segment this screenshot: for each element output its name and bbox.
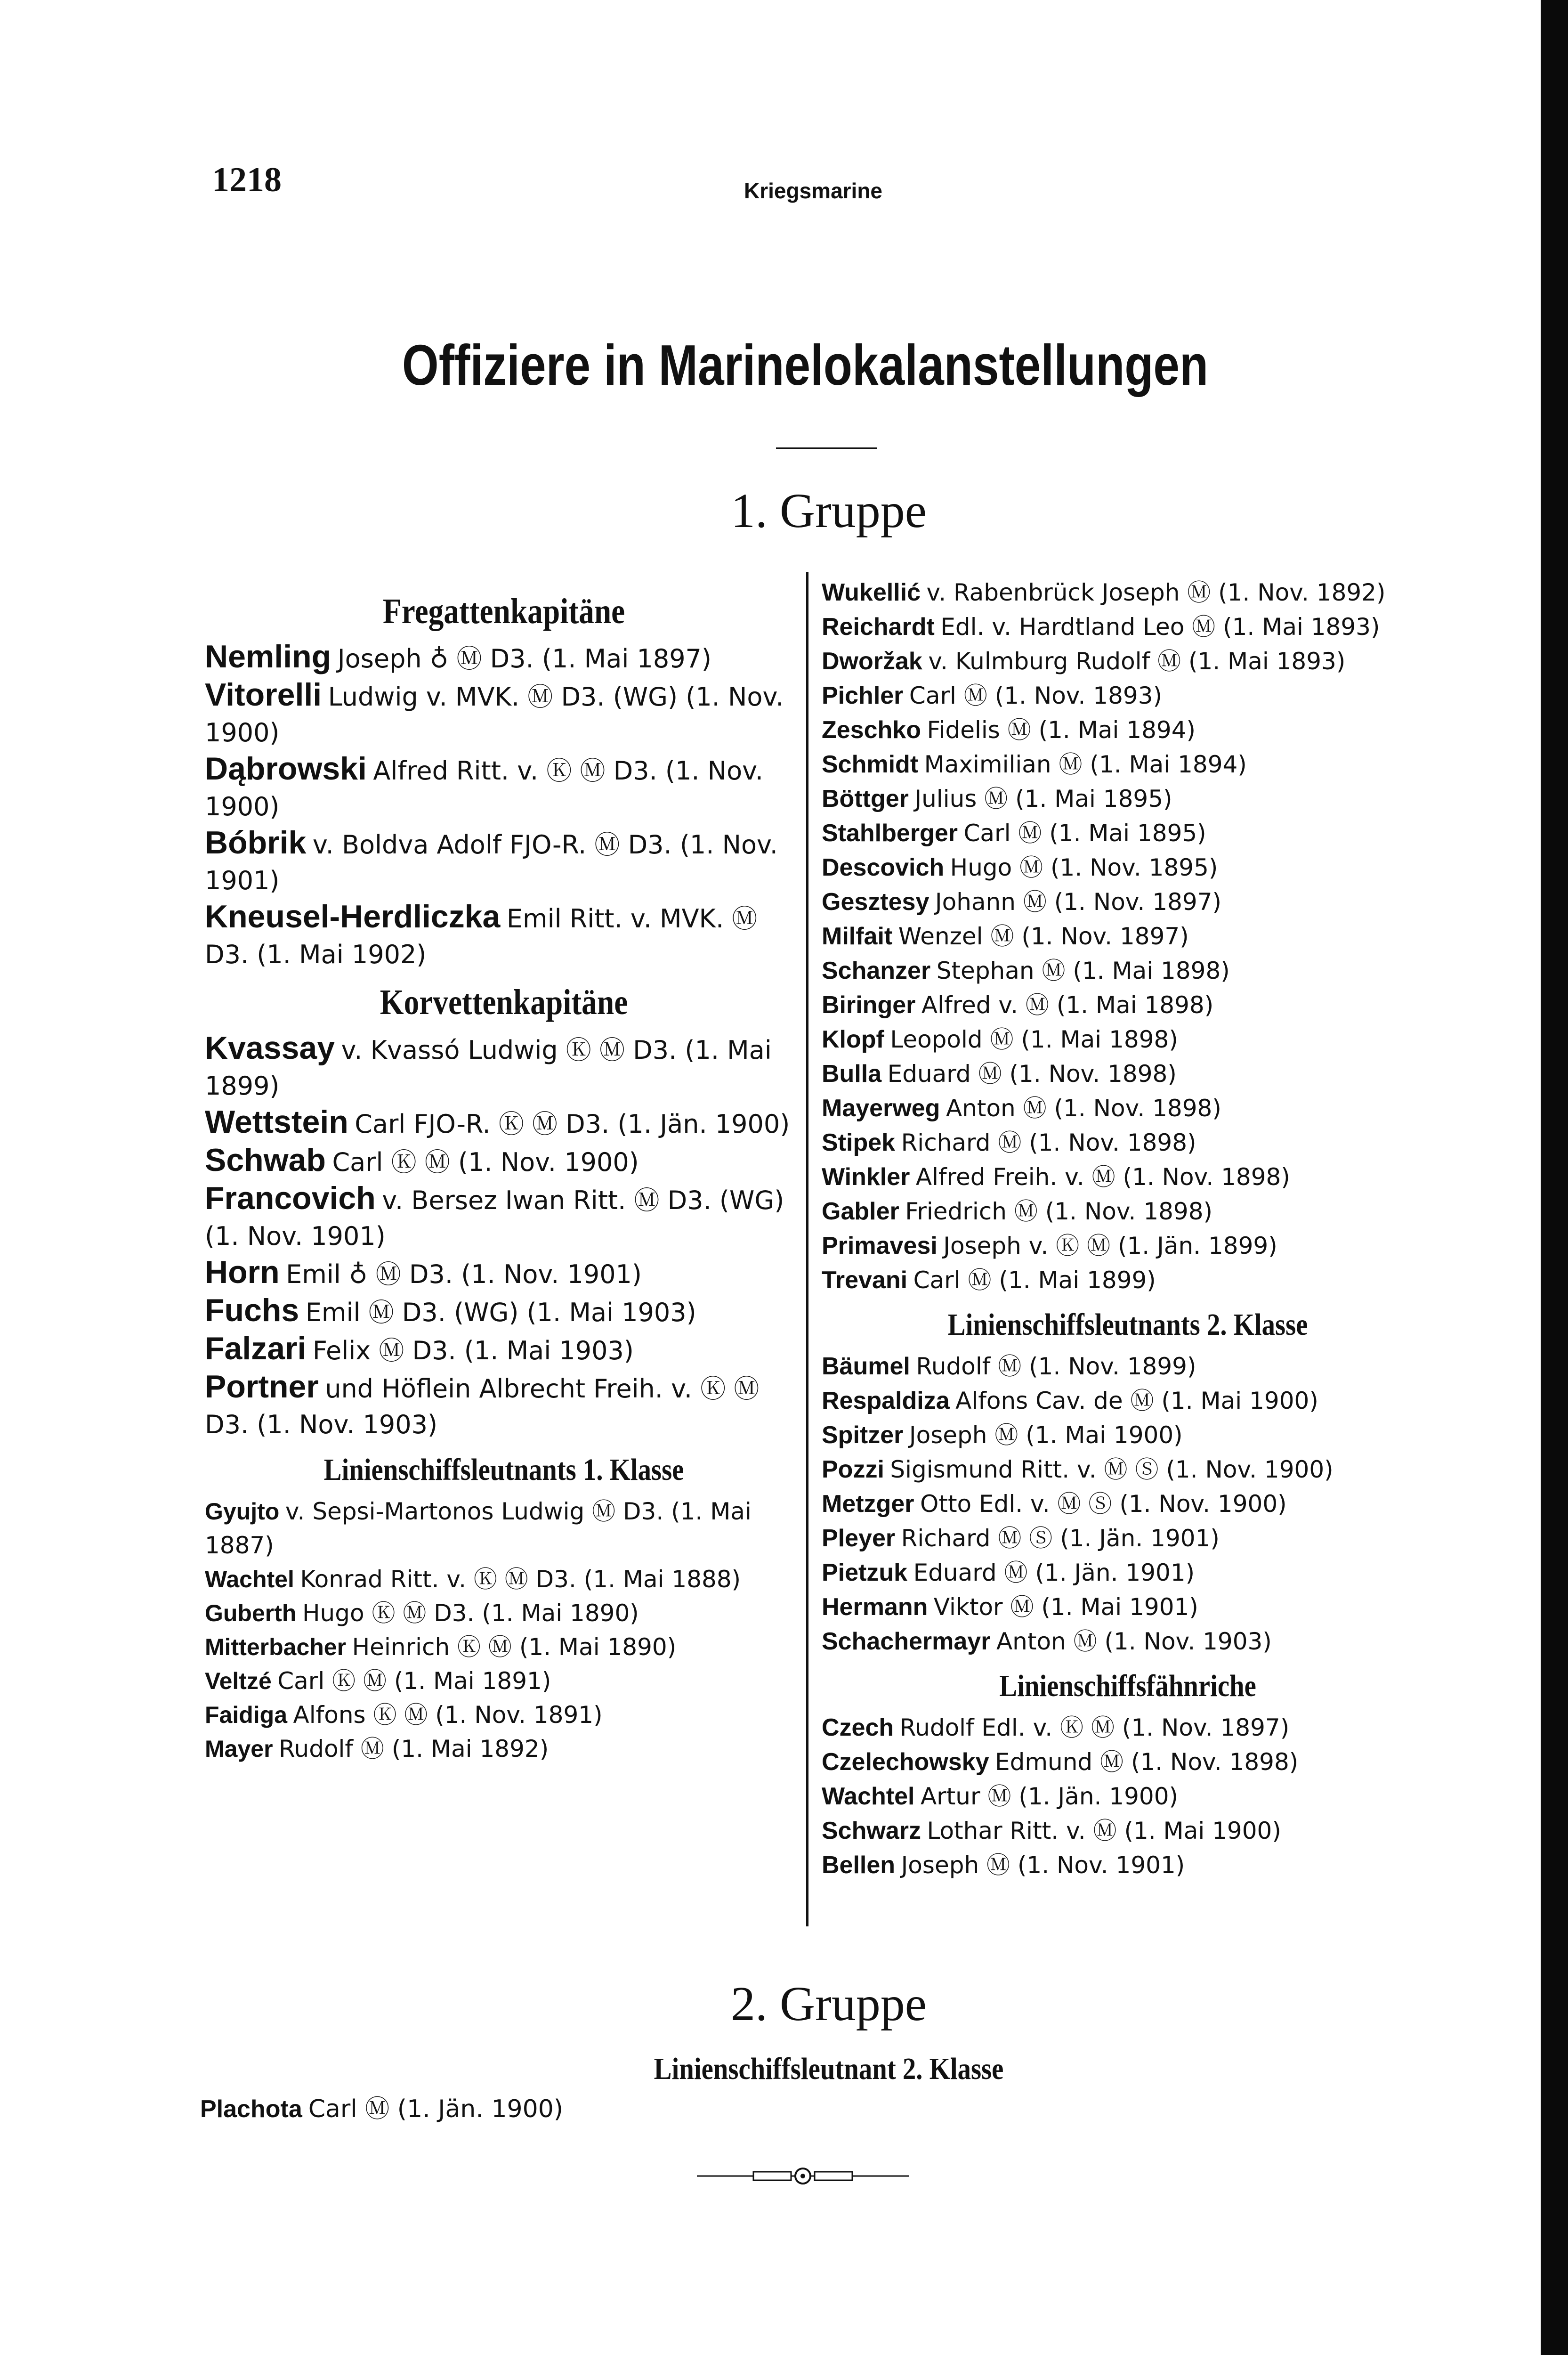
- officer-entry: [822, 1349, 1434, 1384]
- officer-details: Julius Ⓜ (1. Mai 1895): [914, 785, 1172, 812]
- officer-details: Joseph Ⓜ (1. Mai 1900): [909, 1421, 1183, 1449]
- right-column: [822, 576, 1434, 1883]
- officer-entry: [822, 988, 1434, 1023]
- officer-entry: [822, 679, 1434, 713]
- officer-details: Hugo Ⓚ Ⓜ D3. (1. Mai 1890): [302, 1599, 639, 1627]
- officer-details: Emil Ritt. v. MVK. Ⓜ D3. (1. Mai 1902): [205, 904, 758, 970]
- officer-details: Rudolf Ⓜ (1. Mai 1892): [279, 1735, 549, 1762]
- officer-entry: [822, 1556, 1434, 1590]
- officer-entry: [205, 1180, 803, 1254]
- officer-details: Emil ♁ Ⓜ D3. (1. Nov. 1901): [286, 1259, 642, 1289]
- officer-entry: [822, 851, 1434, 885]
- section-heading: Linienschiffsleutnants 1. Klasse: [323, 1452, 684, 1487]
- group-2-entry: [200, 2089, 563, 2124]
- officer-surname: Wachtel: [205, 1566, 294, 1592]
- officer-details: Richard Ⓜ (1. Nov. 1898): [901, 1129, 1196, 1156]
- officer-entry: [822, 1384, 1434, 1418]
- officer-details: v. Rabenbrück Joseph Ⓜ (1. Nov. 1892): [926, 579, 1386, 606]
- officer-surname: Bóbrik: [205, 825, 307, 861]
- page-number: 1218: [212, 161, 282, 199]
- officer-entry: [205, 1664, 803, 1698]
- officer-surname: Mayerweg: [822, 1095, 940, 1122]
- officer-surname: Bäumel: [822, 1352, 910, 1380]
- officer-details: v. Boldva Adolf FJO-R. Ⓜ D3. (1. Nov. 1901): [205, 830, 778, 896]
- group-2-title: 2. Gruppe: [731, 1977, 927, 2031]
- officer-surname: Portner: [205, 1368, 319, 1405]
- officer-details: Leopold Ⓜ (1. Mai 1898): [890, 1026, 1178, 1053]
- officer-entry: [822, 885, 1434, 919]
- officer-entry: [822, 1590, 1434, 1624]
- officer-entry: [822, 644, 1434, 679]
- officer-entry: [822, 1126, 1434, 1160]
- officer-surname: Böttger: [822, 785, 909, 812]
- officer-entry: [822, 1711, 1434, 1745]
- officer-details: Alfons Cav. de Ⓜ (1. Mai 1900): [955, 1387, 1318, 1414]
- officer-surname: Bulla: [822, 1060, 882, 1088]
- officer-surname: Schwab: [205, 1142, 326, 1178]
- officer-entry: [205, 1030, 803, 1104]
- officer-surname: Gesztesy: [822, 888, 929, 916]
- officer-entry: [205, 1732, 803, 1766]
- officer-entry: [205, 1142, 803, 1180]
- officer-surname: Schwarz: [822, 1817, 921, 1844]
- officer-entry: [822, 1848, 1434, 1883]
- officer-entry: [822, 1263, 1434, 1298]
- ornament-divider: [697, 2160, 909, 2193]
- officer-surname: Czech: [822, 1713, 894, 1741]
- officer-surname: Hermann: [822, 1593, 928, 1621]
- officer-entry: [205, 1331, 803, 1369]
- officer-details: v. Bersez Iwan Ritt. Ⓜ D3. (WG) (1. Nov. 1901): [205, 1185, 784, 1251]
- officer-surname: Winkler: [822, 1163, 910, 1191]
- officer-surname: Klopf: [822, 1026, 884, 1053]
- officer-surname: Respaldiza: [822, 1387, 950, 1414]
- entry-details: Carl Ⓜ (1. Jän. 1900): [308, 2095, 564, 2123]
- officer-surname: Spitzer: [822, 1421, 904, 1449]
- officer-surname: Dąbrowski: [205, 751, 367, 787]
- officer-details: Eduard Ⓜ (1. Jän. 1901): [913, 1559, 1195, 1586]
- officer-entry: [822, 1814, 1434, 1848]
- section-heading: Korvettenkapitäne: [380, 983, 628, 1023]
- group-2-heading: Linienschiffsleutnant 2. Klasse: [654, 2052, 1004, 2086]
- officer-details: Friedrich Ⓜ (1. Nov. 1898): [905, 1198, 1213, 1225]
- officer-entry: [205, 1698, 803, 1732]
- officer-details: Sigismund Ritt. v. Ⓜ Ⓢ (1. Nov. 1900): [890, 1455, 1334, 1483]
- officer-surname: Stahlberger: [822, 820, 958, 847]
- officer-entry: [822, 610, 1434, 644]
- officer-details: Artur Ⓜ (1. Jän. 1900): [920, 1782, 1179, 1810]
- officer-surname: Descovich: [822, 854, 945, 881]
- page-title: Offiziere in Marinelokalanstellungen: [402, 333, 1209, 397]
- officer-surname: Schanzer: [822, 957, 931, 984]
- officer-details: Anton Ⓜ (1. Nov. 1898): [946, 1095, 1221, 1122]
- officer-entry: [822, 1624, 1434, 1659]
- officer-details: Edl. v. Hardtland Leo Ⓜ (1. Mai 1893): [940, 613, 1380, 641]
- officer-details: Joseph ♁ Ⓜ D3. (1. Mai 1897): [337, 644, 711, 674]
- officer-details: Ludwig v. MVK. Ⓜ D3. (WG) (1. Nov. 1900): [205, 682, 784, 748]
- officer-details: und Höflein Albrecht Freih. v. Ⓚ Ⓜ D3. (1. Nov. 1903): [205, 1373, 760, 1439]
- officer-details: Rudolf Ⓜ (1. Nov. 1899): [916, 1352, 1196, 1380]
- officer-entry: [205, 899, 803, 973]
- section-heading: Fregattenkapitäne: [382, 592, 625, 631]
- officer-surname: Veltzé: [205, 1667, 272, 1694]
- officer-surname: Trevani: [822, 1267, 908, 1294]
- officer-details: Otto Edl. v. Ⓜ Ⓢ (1. Nov. 1900): [920, 1490, 1287, 1518]
- officer-surname: Falzari: [205, 1330, 307, 1366]
- officer-entry: [822, 1745, 1434, 1779]
- officer-surname: Wukellić: [822, 579, 921, 606]
- officer-entry: [205, 1104, 803, 1142]
- officer-surname: Pietzuk: [822, 1559, 908, 1586]
- entry-name: Plachota: [200, 2095, 302, 2123]
- officer-surname: Primavesi: [822, 1232, 938, 1259]
- officer-entry: [822, 1521, 1434, 1556]
- officer-surname: Wachtel: [822, 1782, 915, 1810]
- officer-details: Hugo Ⓜ (1. Nov. 1895): [950, 854, 1218, 881]
- officer-surname: Milfait: [822, 923, 893, 950]
- officer-details: Wenzel Ⓜ (1. Nov. 1897): [898, 923, 1189, 950]
- officer-details: Maximilian Ⓜ (1. Mai 1894): [924, 751, 1247, 778]
- officer-details: v. Kvassó Ludwig Ⓚ Ⓜ D3. (1. Mai 1899): [205, 1035, 772, 1101]
- officer-entry: [822, 954, 1434, 988]
- officer-details: v. Kulmburg Rudolf Ⓜ (1. Mai 1893): [928, 648, 1346, 675]
- officer-details: Joseph v. Ⓚ Ⓜ (1. Jän. 1899): [943, 1232, 1277, 1259]
- section-heading: Linienschiffsfähnriche: [999, 1668, 1256, 1703]
- officer-entry: [205, 1562, 803, 1596]
- officer-entry: [822, 1487, 1434, 1521]
- officer-surname: Mayer: [205, 1735, 273, 1762]
- officer-details: Edmund Ⓜ (1. Nov. 1898): [995, 1748, 1299, 1776]
- officer-surname: Francovich: [205, 1180, 376, 1216]
- officer-entry: [205, 825, 803, 899]
- officer-details: Anton Ⓜ (1. Nov. 1903): [996, 1627, 1272, 1655]
- officer-details: Johann Ⓜ (1. Nov. 1897): [935, 888, 1222, 916]
- left-column: [205, 582, 803, 1766]
- officer-entry: [822, 1091, 1434, 1126]
- officer-surname: Biringer: [822, 991, 916, 1019]
- officer-surname: Mitterbacher: [205, 1633, 347, 1660]
- section-heading: Linienschiffsleutnants 2. Klasse: [947, 1307, 1308, 1342]
- officer-details: Lothar Ritt. v. Ⓜ (1. Mai 1900): [927, 1817, 1281, 1844]
- officer-surname: Nemling: [205, 639, 331, 675]
- officer-entry: [205, 751, 803, 825]
- officer-entry: [822, 919, 1434, 954]
- officer-details: Stephan Ⓜ (1. Mai 1898): [936, 957, 1230, 984]
- officer-surname: Fuchs: [205, 1292, 299, 1328]
- officer-surname: Horn: [205, 1254, 280, 1290]
- officer-entry: [822, 1160, 1434, 1194]
- officer-surname: Kvassay: [205, 1030, 335, 1066]
- officer-entry: [822, 747, 1434, 782]
- officer-surname: Pichler: [822, 682, 904, 709]
- officer-surname: Schmidt: [822, 751, 919, 778]
- officer-entry: [205, 1292, 803, 1331]
- officer-details: Alfred Ritt. v. Ⓚ Ⓜ D3. (1. Nov. 1900): [205, 756, 764, 822]
- officer-surname: Bellen: [822, 1851, 896, 1879]
- running-head: Kriegsmarine: [744, 179, 883, 203]
- officer-surname: Kneusel-Herdliczka: [205, 899, 501, 935]
- officer-details: Carl Ⓚ Ⓜ (1. Mai 1891): [277, 1667, 551, 1695]
- officer-details: Carl Ⓚ Ⓜ (1. Nov. 1900): [332, 1147, 639, 1177]
- officer-surname: Faidiga: [205, 1701, 288, 1728]
- officer-surname: Pleyer: [822, 1524, 896, 1552]
- officer-entry: [822, 713, 1434, 747]
- officer-surname: Stipek: [822, 1129, 896, 1156]
- officer-surname: Gyujto: [205, 1498, 280, 1525]
- officer-surname: Zeschko: [822, 716, 921, 744]
- officer-entry: [822, 1453, 1434, 1487]
- officer-surname: Reichardt: [822, 613, 935, 641]
- officer-entry: [205, 677, 803, 751]
- officer-details: Alfons Ⓚ Ⓜ (1. Nov. 1891): [293, 1701, 603, 1729]
- officer-entry: [205, 1494, 803, 1562]
- officer-details: Richard Ⓜ Ⓢ (1. Jän. 1901): [901, 1524, 1220, 1552]
- officer-surname: Wettstein: [205, 1104, 348, 1140]
- officer-details: Felix Ⓜ D3. (1. Mai 1903): [312, 1335, 634, 1365]
- officer-surname: Pozzi: [822, 1455, 884, 1483]
- officer-details: Viktor Ⓜ (1. Mai 1901): [933, 1593, 1198, 1621]
- officer-entry: [822, 1194, 1434, 1229]
- officer-details: Carl FJO-R. Ⓚ Ⓜ D3. (1. Jän. 1900): [355, 1109, 790, 1139]
- officer-entry: [822, 1057, 1434, 1091]
- officer-details: Fidelis Ⓜ (1. Mai 1894): [927, 716, 1196, 744]
- group-1-title: 1. Gruppe: [731, 484, 927, 538]
- officer-entry: [205, 1254, 803, 1292]
- officer-surname: Dworžak: [822, 648, 922, 675]
- officer-details: Alfred v. Ⓜ (1. Mai 1898): [921, 991, 1214, 1019]
- officer-entry: [822, 1229, 1434, 1263]
- officer-entry: [822, 576, 1434, 610]
- officer-surname: Guberth: [205, 1600, 297, 1626]
- officer-details: Carl Ⓜ (1. Nov. 1893): [909, 682, 1163, 709]
- officer-surname: Czelechowsky: [822, 1748, 989, 1776]
- officer-entry: [822, 1023, 1434, 1057]
- officer-details: Eduard Ⓜ (1. Nov. 1898): [887, 1060, 1177, 1088]
- officer-entry: [822, 1418, 1434, 1453]
- title-rule: [776, 447, 877, 449]
- officer-details: Joseph Ⓜ (1. Nov. 1901): [901, 1851, 1185, 1879]
- officer-entry: [205, 1630, 803, 1664]
- officer-details: Konrad Ritt. v. Ⓚ Ⓜ D3. (1. Mai 1888): [300, 1565, 741, 1593]
- officer-surname: Vitorelli: [205, 677, 322, 713]
- officer-details: Emil Ⓜ D3. (WG) (1. Mai 1903): [305, 1297, 696, 1327]
- officer-details: Carl Ⓜ (1. Mai 1895): [963, 820, 1206, 847]
- column-divider: [806, 572, 808, 1926]
- officer-details: Carl Ⓜ (1. Mai 1899): [913, 1267, 1156, 1294]
- officer-entry: [822, 782, 1434, 816]
- officer-details: v. Sepsi-Martonos Ludwig Ⓜ D3. (1. Mai 1887): [205, 1497, 752, 1559]
- officer-details: Rudolf Edl. v. Ⓚ Ⓜ (1. Nov. 1897): [899, 1713, 1290, 1741]
- officer-details: Alfred Freih. v. Ⓜ (1. Nov. 1898): [915, 1163, 1290, 1191]
- officer-entry: [205, 1596, 803, 1630]
- officer-entry: [822, 816, 1434, 851]
- officer-entry: [205, 1369, 803, 1443]
- officer-surname: Gabler: [822, 1198, 899, 1225]
- officer-surname: Metzger: [822, 1490, 914, 1518]
- officer-details: Heinrich Ⓚ Ⓜ (1. Mai 1890): [352, 1633, 677, 1661]
- officer-entry: [205, 639, 803, 677]
- officer-entry: [822, 1779, 1434, 1814]
- officer-surname: Schachermayr: [822, 1627, 991, 1655]
